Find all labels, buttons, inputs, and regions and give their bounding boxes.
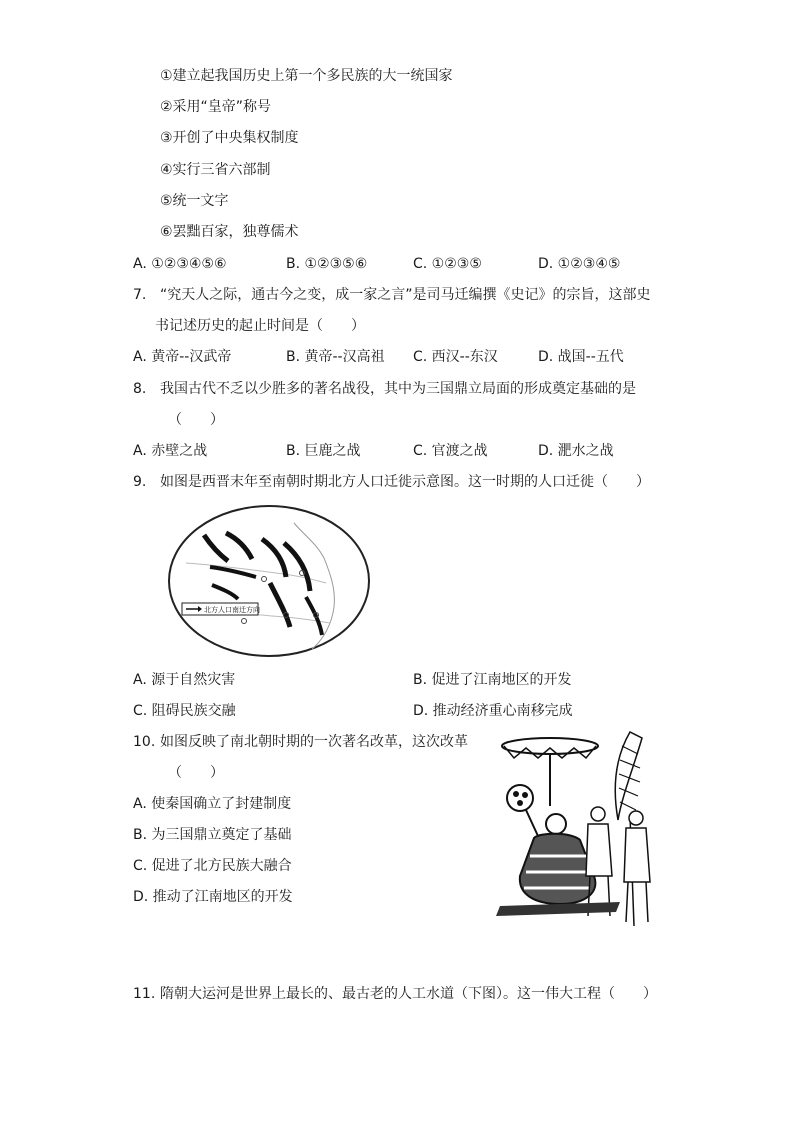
q8-answer-paren: （ ） — [168, 412, 224, 428]
statement-4: ④实行三省六部制 — [160, 162, 271, 178]
statement-6: ⑥罢黜百家，独尊儒术 — [160, 224, 299, 240]
q11-number: 11. — [133, 986, 156, 1002]
emperor-procession-illustration — [490, 726, 662, 930]
q10-option-c: C. 促进了北方民族大融合 — [133, 858, 292, 874]
q8-text-line1: 我国古代不乏以少胜多的著名战役，其中为三国鼎立局面的形成奠定基础的是 — [160, 381, 636, 397]
q8-option-b: B. 巨鹿之战 — [286, 443, 361, 459]
statement-3: ③开创了中央集权制度 — [160, 130, 299, 146]
emperor-robe — [520, 834, 596, 904]
q6-option-d: D. ①②③④⑤ — [538, 256, 621, 272]
q8-option-c: C. 官渡之战 — [413, 443, 488, 459]
statement-2: ②采用“皇帝”称号 — [160, 99, 272, 115]
q9-option-c: C. 阻碍民族交融 — [133, 703, 236, 719]
q9-option-b: B. 促进了江南地区的开发 — [413, 672, 572, 688]
attendant-leg — [646, 882, 648, 922]
q10-option-d: D. 推动了江南地区的开发 — [133, 889, 293, 905]
attendant-head — [629, 811, 643, 825]
attendant-leg — [626, 882, 628, 922]
q11-text-line1: 隋朝大运河是世界上最长的、最古老的人工水道（下图）。这一伟大工程（ ） — [160, 986, 657, 1002]
q6-option-a: A. ①②③④⑤⑥ — [133, 256, 227, 272]
q8-option-d: D. 淝水之战 — [538, 443, 614, 459]
q10-answer-paren: （ ） — [168, 765, 224, 781]
attendant-head — [591, 807, 605, 821]
map-frame — [169, 506, 369, 656]
q7-option-a: A. 黄帝--汉武帝 — [133, 349, 232, 365]
migration-map-figure — [166, 503, 372, 659]
canopy — [502, 738, 598, 754]
q10-option-b: B. 为三国鼎立奠定了基础 — [133, 827, 292, 843]
round-fan-handle — [526, 810, 538, 836]
statement-5: ⑤统一文字 — [160, 193, 229, 209]
round-fan-dot — [513, 791, 519, 797]
q10-option-a: A. 使秦国确立了封建制度 — [133, 796, 292, 812]
q7-number: 7. — [133, 287, 147, 303]
q9-option-a: A. 源于自然灾害 — [133, 672, 236, 688]
ground-base — [496, 902, 620, 916]
q9-text-line1: 如图是西晋末年至南朝时期北方人口迁徙示意图。这一时期的人口迁徙（ ） — [160, 474, 650, 490]
q7-option-d: D. 战国--五代 — [538, 349, 624, 365]
q10-text-line1: 如图反映了南北朝时期的一次著名改革，这次改革 — [160, 734, 468, 750]
q6-option-b: B. ①②③⑤⑥ — [286, 256, 368, 272]
emperor-procession-svg — [490, 726, 662, 930]
legend-label: 北方人口南迁方向 — [204, 606, 260, 614]
q9-number: 9. — [133, 474, 147, 490]
round-fan-dot — [522, 792, 528, 798]
emperor-head — [546, 814, 566, 834]
q10-number: 10. — [133, 734, 156, 750]
q9-option-d: D. 推动经济重心南移完成 — [413, 703, 573, 719]
q7-text-line2: 书记述历史的起止时间是（ ） — [155, 318, 365, 334]
q7-option-c: C. 西汉--东汉 — [413, 349, 498, 365]
q6-option-c: C. ①②③⑤ — [413, 256, 482, 272]
q8-number: 8. — [133, 381, 147, 397]
attendant-robe — [624, 828, 650, 882]
statement-1: ①建立起我国历史上第一个多民族的大一统国家 — [160, 68, 453, 84]
round-fan — [507, 785, 533, 811]
q7-option-b: B. 黄帝--汉高祖 — [286, 349, 385, 365]
q7-text-line1: “究天人之际，通古今之变，成一家之言”是司马迁编撰《史记》的宗旨，这部史 — [160, 287, 651, 303]
migration-map-svg — [166, 503, 372, 659]
round-fan-dot — [517, 800, 523, 806]
q8-option-a: A. 赤壁之战 — [133, 443, 208, 459]
attendant-robe — [586, 824, 612, 876]
